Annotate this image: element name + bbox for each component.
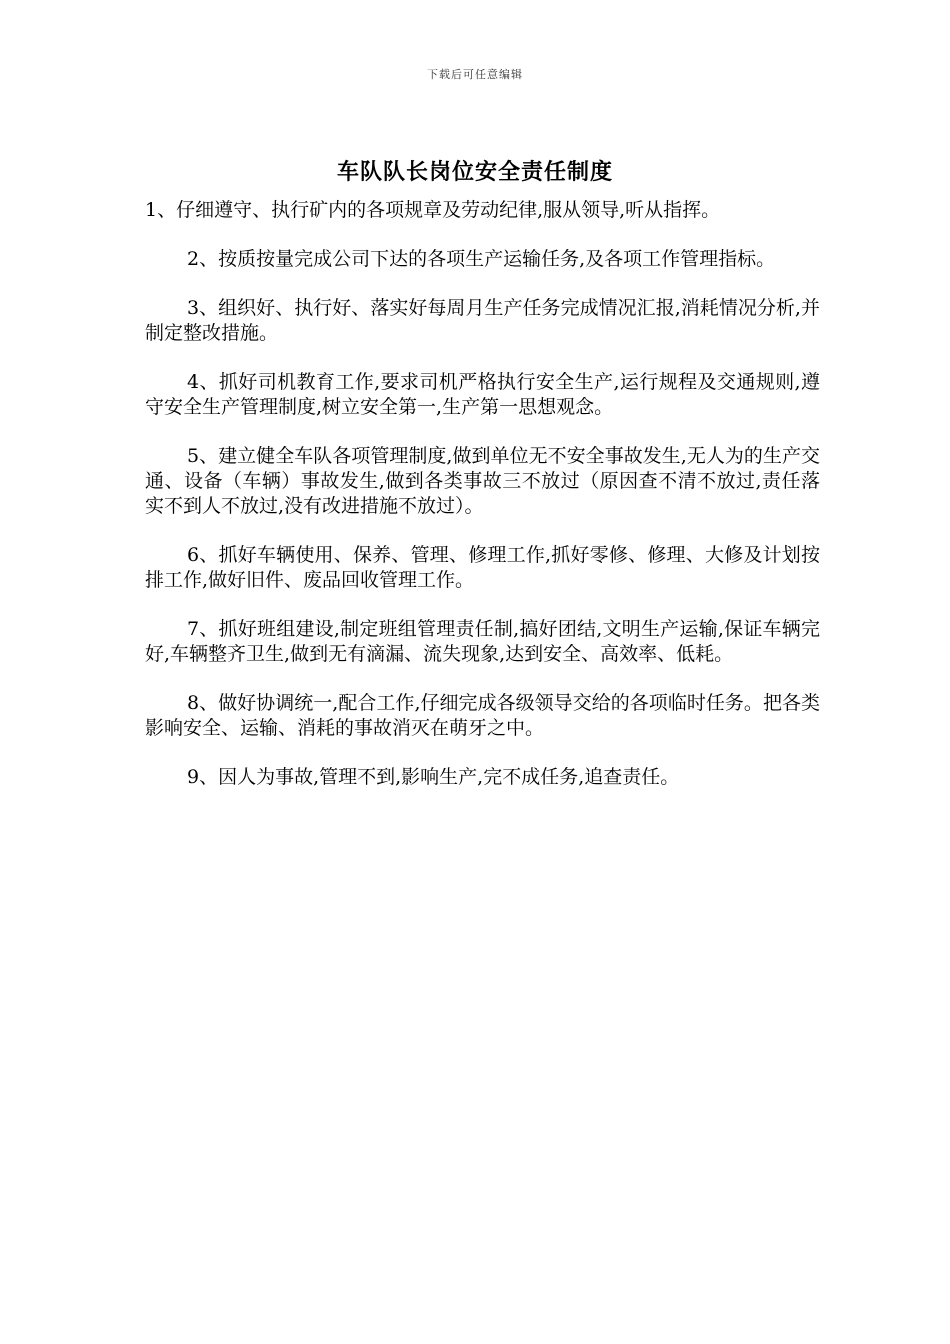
clause-7: 7、抓好班组建设,制定班组管理责任制,搞好团结,文明生产运输,保证车辆完好,车辆整齐卫生,做到无有滴漏、流失现象,达到安全、高效率、低耗。 [145, 618, 820, 665]
clause-2: 2、按质按量完成公司下达的各项生产运输任务,及各项工作管理指标。 [187, 248, 776, 270]
clause-9: 9、因人为事故,管理不到,影响生产,完不成任务,追查责任。 [187, 766, 680, 788]
document-title: 车队队长岗位安全责任制度 [336, 159, 613, 185]
header-note: 下载后可任意编辑 [427, 68, 523, 81]
clause-6: 6、抓好车辆使用、保养、管理、修理工作,抓好零修、修理、大修及计划按排工作,做好旧件、废品回收管理工作。 [145, 544, 820, 591]
document-body [145, 198, 820, 814]
clause-4: 4、抓好司机教育工作,要求司机严格执行安全生产,运行规程及交通规则,遵守安全生产管理制度,树立安全第一,生产第一思想观念。 [145, 371, 820, 418]
clause-5: 5、建立健全车队各项管理制度,做到单位无不安全事故发生,无人为的生产交通、设备（车辆）事故发生,做到各类事故三不放过（原因查不清不放过,责任落实不到人不放过,没有改进措施不放过）。 [145, 445, 820, 517]
clause-1: 1、仔细遵守、执行矿内的各项规章及劳动纪律,服从领导,听从指挥。 [145, 199, 721, 221]
clause-8: 8、做好协调统一,配合工作,仔细完成各级领导交给的各项临时任务。把各类影响安全、运输、消耗的事故消灭在萌牙之中。 [145, 692, 820, 739]
clause-3: 3、组织好、执行好、落实好每周月生产任务完成情况汇报,消耗情况分析,并制定整改措施。 [145, 297, 820, 344]
